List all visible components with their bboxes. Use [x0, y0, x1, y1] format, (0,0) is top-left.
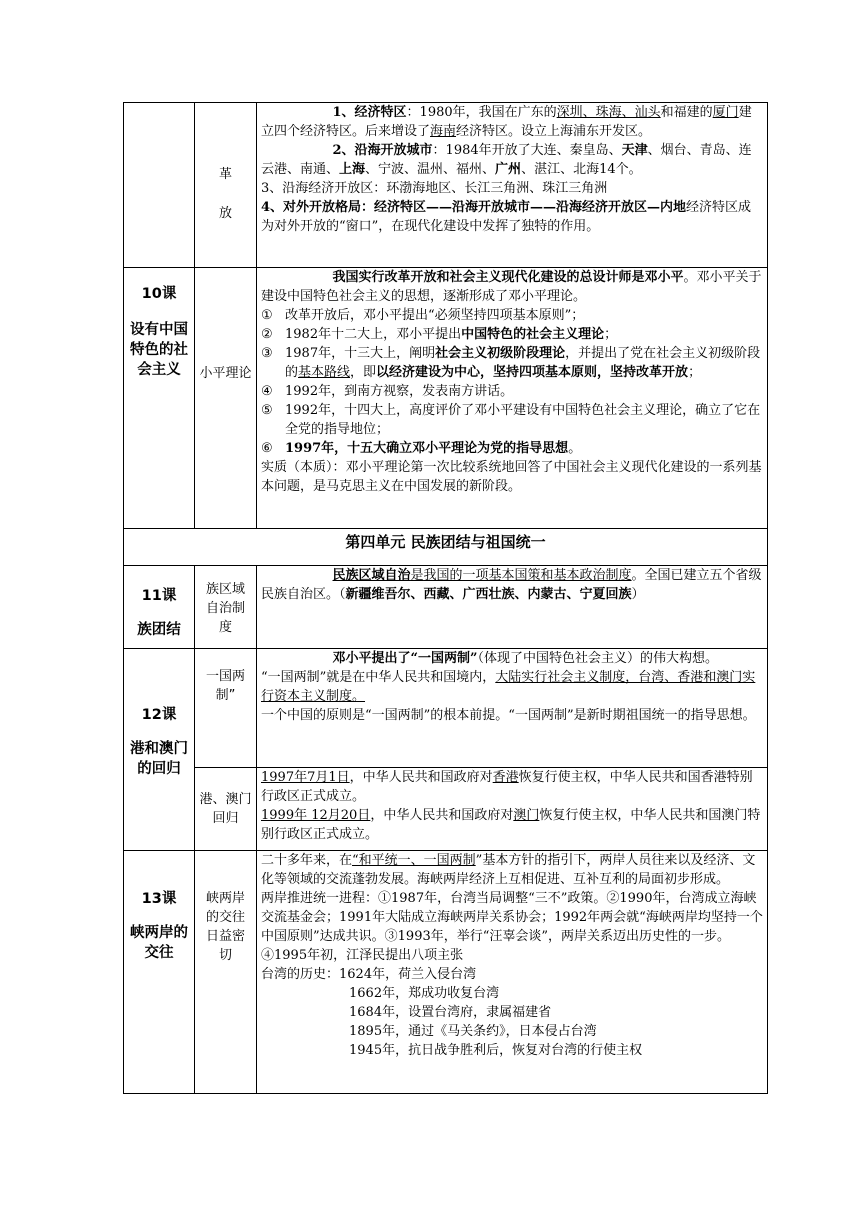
theory-list-item [261, 382, 763, 401]
lesson-title: 设有中国特色的社会主义 [130, 322, 188, 378]
para-opening-pattern: 4、对外开放格局：经济特区——沿海开放城市——沿海经济开放区—内地经济特区成为对外开放的“窗口”，在现代化建设中发挥了独特的作用。 [261, 200, 752, 234]
item-number: ⑤ [261, 403, 273, 418]
row-lesson-12a [124, 649, 768, 768]
item-text: 1992年，十四大上，高度评价了邓小平建设有中国特色社会主义理论，确立了它在全党的指导地位； [285, 403, 761, 437]
para-premise: 一个中国的原则是“一国两制”的根本前提。“一国两制”是新时期祖国统一的指导思想。 [261, 708, 756, 723]
content-cell-deng-theory [257, 268, 768, 529]
topic-label: 一国两制” [205, 669, 245, 703]
lesson-cell-13 [124, 851, 195, 1094]
lesson-number: 10课 [141, 286, 177, 302]
lesson-title: 族团结 [137, 622, 181, 638]
content-cell-reform [257, 103, 768, 268]
topic-cell-one-country [195, 649, 257, 768]
topic-reform-a: 革 [218, 167, 232, 182]
content-cell-one-country [257, 649, 768, 768]
topic-cell-autonomy [195, 566, 257, 649]
theory-list-item [261, 439, 763, 458]
page [123, 102, 768, 1094]
para-macau: 1999年 12月20日，中华人民共和国政府对澳门恢复行使主权，中华人民共和国澳门特别行政区正式成立。 [261, 808, 761, 842]
para-deng-proposal: 邓小平提出了“一国两制”（体现了中国特色社会主义）的伟大构想。 [332, 651, 718, 666]
para-coastal-cities: 2、沿海开放城市：1984年开放了大连、秦皇岛、天津、烟台、青岛、连云港、南通、上海、宁波、温州、福州、广州、湛江、北海14个。 [261, 143, 752, 177]
para-exchanges: 二十多年来，在“和平统一、一国两制”基本方针的指引下，两岸人员往来以及经济、文化等领域的交流蓬勃发展。海峡两岸经济上互相促进、互补互利的局面初步形成。 [261, 853, 756, 887]
theory-list-item [261, 344, 763, 382]
lesson-number: 12课 [141, 707, 177, 723]
item-number: ③ [261, 346, 273, 361]
para-regional-autonomy: 民族区域自治是我国的一项基本国策和基本政治制度。全国已建立五个省级民族自治区。（新疆维吾尔、西藏、广西壮族、内蒙古、宁夏回族） [261, 568, 762, 602]
topic-label: 族区域自治制度 [205, 582, 245, 635]
para-essence: 实质（本质）：邓小平理论第一次比较系统地回答了中国社会主义现代化建设的一系列基本问题，是马克思主义在中国发展的新阶段。 [261, 460, 762, 494]
lesson-number: 13课 [141, 891, 177, 907]
notes-table [123, 102, 768, 1094]
theory-list-item [261, 325, 763, 344]
para-hong-kong: 1997年7月1日，中华人民共和国政府对香港恢复行使主权，中华人民共和国香港特别行政区正式成立。 [261, 770, 753, 804]
para-reunification-process: 两岸推进统一进程：①1987年，台湾当局调整“三不”政策。②1990年，台湾成立海峡交流基金会；1991年大陆成立海峡两岸关系协会；1992年两会就“海峡两岸均坚持一个中国原则”达成共识。③1993年，举行“汪辜会谈”，两岸关系迈出历史性的一步。④1995年初，江泽民提出八项主张 [261, 891, 763, 963]
para-special-zones: 1、经济特区：1980年，我国在广东的深圳、珠海、汕头和福建的厦门建立四个经济特区。后来增设了海南经济特区。设立上海浦东开发区。 [261, 105, 752, 139]
lesson-title: 港和澳门的回归 [130, 741, 188, 777]
history-line: 1895年，通过《马关条约》，日本侵占台湾 [349, 1024, 597, 1039]
item-text: 1987年，十三大上，阐明社会主义初级阶段理论，并提出了党在社会主义初级阶段的基本路线，即以经济建设为中心，坚持四项基本原则，坚持改革开放； [285, 346, 761, 380]
item-number: ④ [261, 384, 273, 399]
lesson-cell-12 [124, 649, 195, 851]
item-number: ⑥ [261, 441, 273, 456]
unit-heading-cell [124, 529, 768, 566]
item-text: 1982年十二大上，邓小平提出中国特色的社会主义理论； [285, 327, 618, 342]
item-number: ① [261, 308, 273, 323]
item-text: 1997年，十五大确立邓小平理论为党的指导思想。 [285, 441, 582, 456]
lesson-title: 峡两岸的交往 [130, 925, 188, 961]
para-coastal-zones: 3、沿海经济开放区：环渤海地区、长江三角洲、珠江三角洲 [261, 181, 608, 196]
history-line: 1684年，设置台湾府，隶属福建省 [349, 1005, 552, 1020]
item-text: 改革开放后，邓小平提出“必须坚持四项基本原则”； [285, 308, 585, 323]
lesson-cell-10 [124, 268, 195, 529]
history-first: 台湾的历史：1624年，荷兰入侵台湾 [261, 967, 477, 982]
row-lesson-11 [124, 566, 768, 649]
topic-label: 峡两岸的交往日益密切 [205, 891, 245, 963]
item-text: 1992年，到南方视察，发表南方讲话。 [285, 384, 514, 399]
lesson-number: 11课 [141, 588, 177, 604]
history-line: 1945年，抗日战争胜利后，恢复对台湾的行使主权 [349, 1043, 643, 1058]
para-chief-architect: 我国实行改革开放和社会主义现代化建设的总设计师是邓小平。邓小平关于建设中国特色社会主义的思想，逐渐形成了邓小平理论。 [261, 270, 762, 304]
row-lesson-12b [124, 768, 768, 851]
row-reform-opening [124, 103, 768, 268]
row-lesson-10 [124, 268, 768, 529]
theory-list-item [261, 401, 763, 439]
topic-cell-deng-theory [195, 268, 257, 529]
topic-cell-reform [195, 103, 257, 268]
taiwan-history [261, 965, 763, 1060]
content-cell-return [257, 768, 768, 851]
lesson-cell-empty [124, 103, 195, 268]
lesson-cell-11 [124, 566, 195, 649]
item-number: ② [261, 327, 273, 342]
theory-list-item [261, 306, 763, 325]
row-unit-4 [124, 529, 768, 566]
topic-label: 港、澳门回归 [199, 792, 252, 826]
topic-cell-return [195, 768, 257, 851]
topic-reform-b: 放 [218, 206, 232, 221]
theory-list [261, 306, 763, 458]
topic-label: 小平理论 [199, 366, 252, 381]
para-definition: “一国两制”就是在中华人民共和国境内，大陆实行社会主义制度，台湾、香港和澳门实行资本主义制度。 [261, 670, 756, 704]
unit-title: 第四单元 民族团结与祖国统一 [345, 533, 546, 551]
content-cell-autonomy [257, 566, 768, 649]
history-line: 1662年，郑成功收复台湾 [349, 986, 500, 1001]
topic-cell-cross-strait [195, 851, 257, 1094]
content-cell-cross-strait [257, 851, 768, 1094]
row-lesson-13 [124, 851, 768, 1094]
